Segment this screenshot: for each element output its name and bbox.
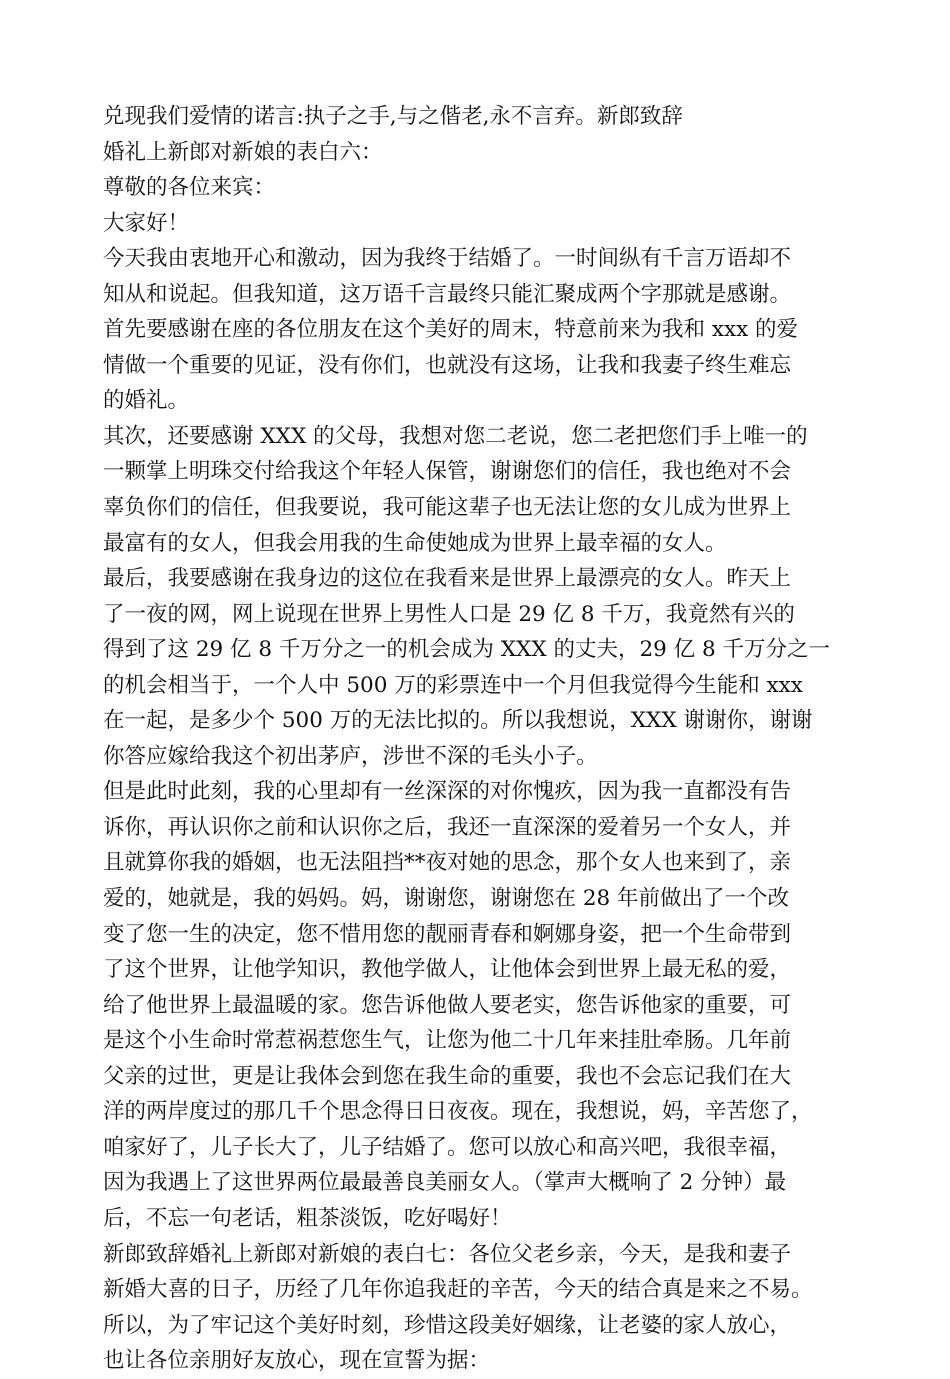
text-line: 是这个小生命时常惹祸惹您生气，让您为他二十几年来挂肚牵肠。几年前 — [103, 1028, 792, 1054]
text-line: 给了他世界上最温暖的家。您告诉他做人要老实，您告诉他家的重要，可 — [103, 992, 792, 1018]
text-line: 今天我由衷地开心和激动，因为我终于结婚了。一时间纵有千言万语却不 — [103, 246, 792, 272]
text-line: 最后，我要感谢在我身边的这位在我看来是世界上最漂亮的女人。昨天上 — [103, 566, 792, 592]
text-line: 所以，为了牢记这个美好时刻，珍惜这段美好姻缘，让老婆的家人放心， — [103, 1312, 792, 1338]
text-line: 婚礼上新郎对新娘的表白六： — [103, 139, 383, 165]
text-line: 了这个世界，让他学知识，教他学做人，让他体会到世界上最无私的爱， — [103, 957, 792, 983]
text-line: 你答应嫁给我这个初出茅庐，涉世不深的毛头小子。 — [103, 743, 598, 769]
text-line: 得到了这 29 亿 8 千万分之一的机会成为 XXX 的丈夫，29 亿 8 千万分之一 — [103, 637, 831, 663]
text-line: 也让各位亲朋好友放心，现在宣誓为据： — [103, 1348, 491, 1374]
text-line: 诉你，再认识你之前和认识你之后，我还一直深深的爱着另一个女人，并 — [103, 814, 792, 840]
text-line: 首先要感谢在座的各位朋友在这个美好的周末，特意前来为我和 xxx 的爱 — [103, 317, 799, 343]
text-line: 兑现我们爱情的诺言:执子之手,与之偕老,永不言弃。新郎致辞 — [103, 104, 683, 129]
body-text — [103, 99, 863, 1379]
text-line: 知从和说起。但我知道，这万语千言最终只能汇聚成两个字那就是感谢。 — [103, 281, 792, 307]
text-line: 其次，还要感谢 XXX 的父母，我想对您二老说，您二老把您们手上唯一的 — [103, 423, 808, 449]
text-line: 一颗掌上明珠交付给我这个年轻人保管，谢谢您们的信任，我也绝对不会 — [103, 459, 792, 485]
text-line: 新婚大喜的日子，历经了几年你追我赶的辛苦，今天的结合真是来之不易。 — [103, 1277, 813, 1303]
text-line: 大家好！ — [103, 210, 190, 236]
text-line: 最富有的女人，但我会用我的生命使她成为世界上最幸福的女人。 — [103, 530, 727, 556]
text-line: 咱家好了，儿子长大了，儿子结婚了。您可以放心和高兴吧，我很幸福， — [103, 1134, 792, 1160]
text-line: 情做一个重要的见证，没有你们，也就没有这场，让我和我妻子终生难忘 — [103, 352, 792, 378]
text-line: 变了您一生的决定，您不惜用您的靓丽青春和婀娜身姿，把一个生命带到 — [103, 921, 792, 947]
text-line: 且就算你我的婚姻，也无法阻挡**夜对她的思念，那个女人也来到了，亲 — [103, 850, 792, 876]
text-line: 的机会相当于，一个人中 500 万的彩票连中一个月但我觉得今生能和 xxx — [103, 672, 803, 698]
text-line: 后，不忘一句老话，粗茶淡饭，吃好喝好！ — [103, 1205, 512, 1231]
text-line: 但是此时此刻，我的心里却有一丝深深的对你愧疚，因为我一直都没有告 — [103, 779, 792, 805]
text-line: 辜负你们的信任，但我要说，我可能这辈子也无法让您的女儿成为世界上 — [103, 495, 792, 521]
text-line: 洋的两岸度过的那几千个思念得日日夜夜。现在，我想说，妈，辛苦您了， — [103, 1099, 813, 1125]
text-line: 了一夜的网，网上说现在世界上男性人口是 29 亿 8 千万，我竟然有兴的 — [103, 601, 795, 627]
text-line: 爱的，她就是，我的妈妈。妈，谢谢您，谢谢您在 28 年前做出了一个改 — [103, 886, 790, 912]
text-line: 新郎致辞婚礼上新郎对新娘的表白七：各位父老乡亲，今天，是我和妻子 — [103, 1241, 792, 1267]
text-line: 尊敬的各位来宾： — [103, 175, 276, 201]
text-line: 因为我遇上了这世界两位最最善良美丽女人。（掌声大概响了 2 分钟）最 — [103, 1170, 787, 1196]
text-line: 父亲的过世，更是让我体会到您在我生命的重要，我也不会忘记我们在大 — [103, 1063, 792, 1089]
text-line: 在一起，是多少个 500 万的无法比拟的。所以我想说，XXX 谢谢你，谢谢 — [103, 708, 813, 734]
text-line: 的婚礼。 — [103, 388, 190, 414]
